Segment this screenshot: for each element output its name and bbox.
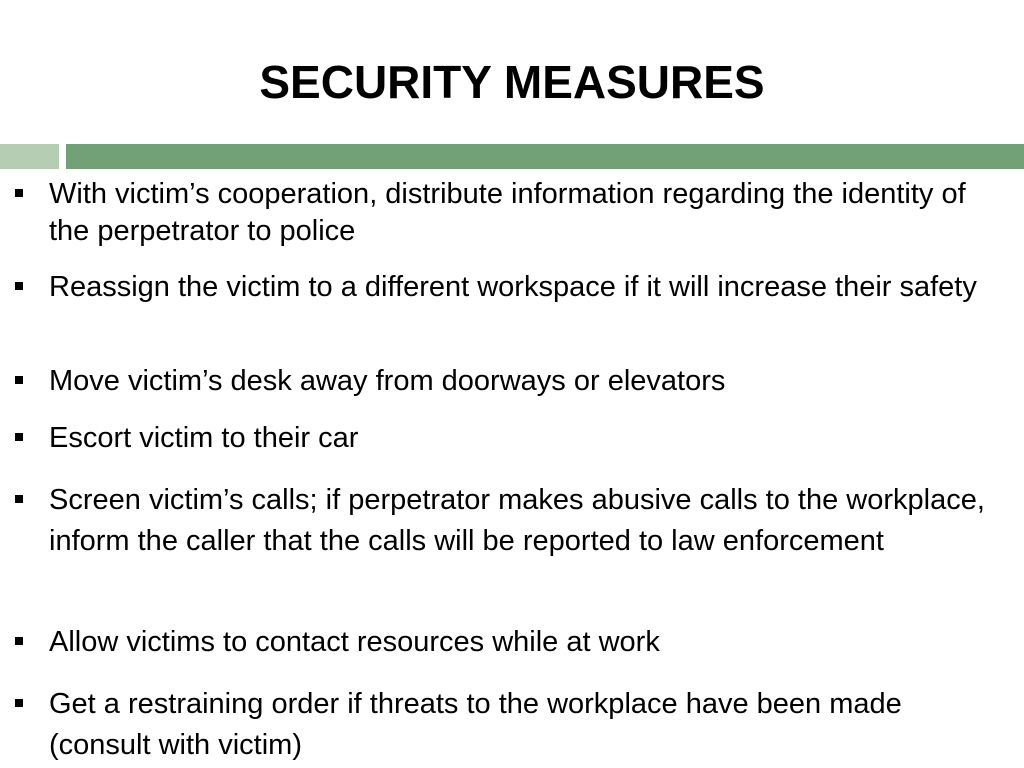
- bullet-text: Allow victims to contact resources while at work: [49, 626, 660, 658]
- bullet-text: Get a restraining order if threats to the workplace have been made (consult with victim): [49, 688, 902, 761]
- bullet-text: Reassign the victim to a different workspace if it will increase their safety: [49, 271, 977, 303]
- title-divider-accent: [0, 144, 59, 169]
- bullet-text: With victim’s cooperation, distribute information regarding the identity of the perpetrator to police: [49, 178, 966, 247]
- bullet-text: Escort victim to their car: [49, 422, 359, 454]
- square-bullet-icon: [15, 433, 23, 441]
- square-bullet-icon: [15, 495, 23, 503]
- title-divider-bar: [66, 144, 1024, 169]
- square-bullet-icon: [15, 282, 23, 290]
- square-bullet-icon: [15, 637, 23, 645]
- square-bullet-icon: [15, 189, 23, 197]
- bullet-text: Screen victim’s calls; if perpetrator makes abusive calls to the workplace, inform the caller that the calls will be reported to law enforcement: [49, 484, 985, 557]
- square-bullet-icon: [15, 376, 23, 384]
- bullet-text: Move victim’s desk away from doorways or elevators: [49, 365, 726, 397]
- slide-title: SECURITY MEASURES: [259, 56, 765, 108]
- square-bullet-icon: [15, 699, 23, 707]
